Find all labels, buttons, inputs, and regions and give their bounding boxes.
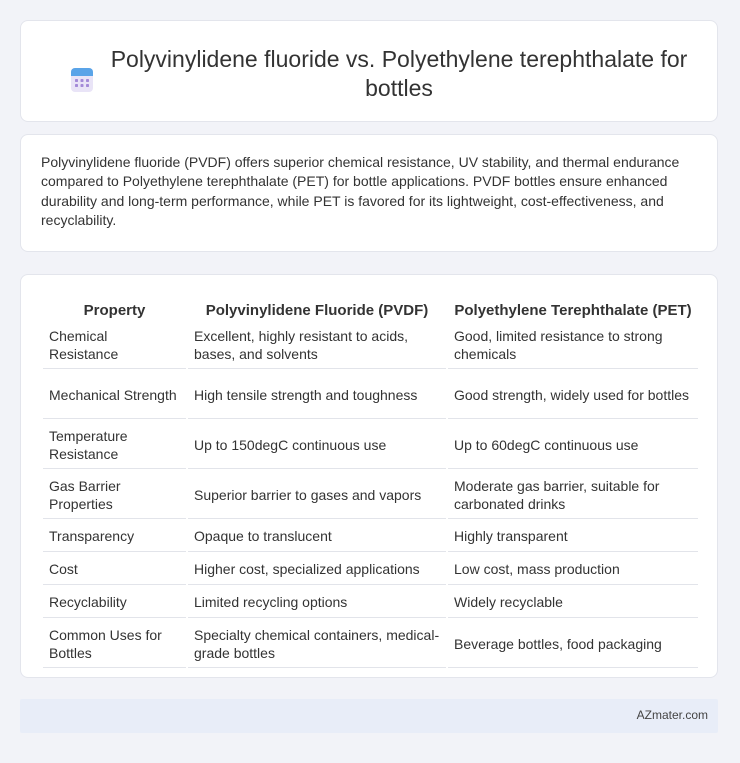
column-header-pvdf: Polyvinylidene Fluoride (PVDF): [205, 302, 429, 319]
comparison-table-card: [20, 274, 718, 678]
table-row: [43, 554, 698, 585]
footer-bar: [20, 699, 718, 733]
property-cell: Recyclability: [43, 587, 186, 618]
pvdf-cell: Limited recycling options: [188, 587, 446, 618]
pvdf-cell: Up to 150degC continuous use: [188, 421, 446, 469]
table-row: [43, 321, 698, 369]
property-cell: Chemical Resistance: [43, 321, 186, 369]
pet-cell: Good strength, widely used for bottles: [448, 371, 698, 419]
pet-cell: Moderate gas barrier, suitable for carbonated drinks: [448, 471, 698, 519]
footer-brand-link[interactable]: AZmater.com: [636, 708, 708, 722]
pet-cell: Highly transparent: [448, 521, 698, 552]
column-header-pet: Polyethylene Terephthalate (PET): [454, 302, 692, 319]
pvdf-cell: Specialty chemical containers, medical-grade bottles: [188, 620, 446, 668]
comparison-table: [41, 295, 700, 670]
pvdf-cell: Opaque to translucent: [188, 521, 446, 552]
table-row: [43, 471, 698, 519]
pvdf-cell: Excellent, highly resistant to acids, bases, and solvents: [188, 321, 446, 369]
table-row: [43, 421, 698, 469]
pvdf-cell: Higher cost, specialized applications: [188, 554, 446, 585]
pet-cell: Beverage bottles, food packaging: [448, 620, 698, 668]
pvdf-cell: High tensile strength and toughness: [188, 371, 446, 419]
table-row: [43, 521, 698, 552]
pet-cell: Low cost, mass production: [448, 554, 698, 585]
property-cell: Cost: [43, 554, 186, 585]
table-row: [43, 371, 698, 419]
property-cell: Transparency: [43, 521, 186, 552]
table-row: [43, 620, 698, 668]
table-header-row: [43, 297, 698, 319]
table-row: [43, 587, 698, 618]
property-cell: Common Uses for Bottles: [43, 620, 186, 668]
page-title: Polyvinylidene fluoride vs. Polyethylene terephthalate for bottles: [110, 46, 688, 101]
pet-cell: Up to 60degC continuous use: [448, 421, 698, 469]
calculator-icon: [69, 67, 95, 93]
pet-cell: Good, limited resistance to strong chemicals: [448, 321, 698, 369]
title-card: [20, 20, 718, 122]
column-header-property: Property: [83, 302, 146, 319]
pet-cell: Widely recyclable: [448, 587, 698, 618]
property-cell: Mechanical Strength: [43, 371, 186, 419]
summary-text: Polyvinylidene fluoride (PVDF) offers superior chemical resistance, UV stability, and thermal endurance compared to Polyethylene terephthalate (PET) for bottle applications. PVDF bottles ensure enhanced durability and long-term performance, while PET is favored for its lightweight, cost-effectiveness, and recyclability.: [41, 154, 680, 228]
property-cell: Temperature Resistance: [43, 421, 186, 469]
property-cell: Gas Barrier Properties: [43, 471, 186, 519]
pvdf-cell: Superior barrier to gases and vapors: [188, 471, 446, 519]
summary-card: [20, 134, 718, 252]
